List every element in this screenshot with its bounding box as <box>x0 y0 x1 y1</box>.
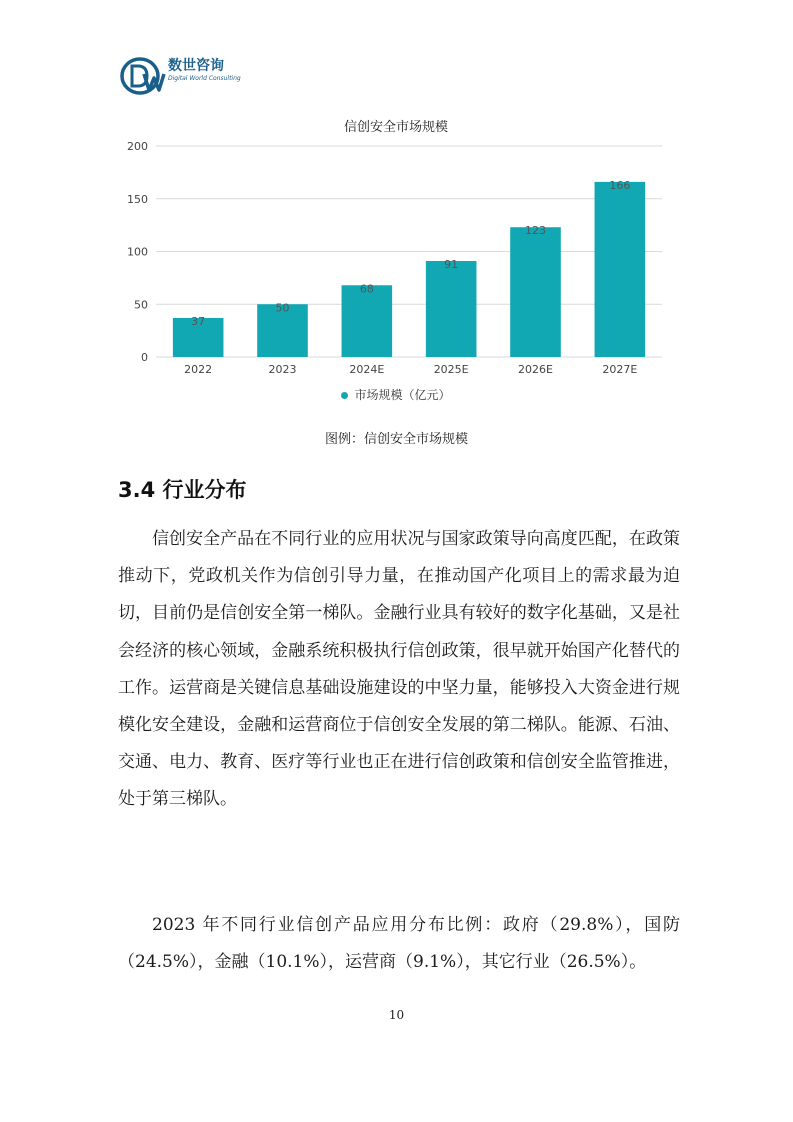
y-tick-label: 0 <box>141 351 148 364</box>
data-label: 91 <box>444 257 459 271</box>
y-tick-label: 150 <box>127 192 148 206</box>
y-tick-label: 100 <box>127 245 148 259</box>
data-label: 37 <box>191 314 206 328</box>
x-tick-label: 2024E <box>349 363 385 376</box>
logo-cn-text: 数世咨询 <box>168 58 224 74</box>
logo-en-text: Digital World Consulting <box>168 75 241 82</box>
data-label: 50 <box>275 301 290 315</box>
legend-marker <box>341 392 348 399</box>
body-paragraph: 信创安全产品在不同行业的应用状况与国家政策导向高度匹配，在政策推动下，党政机关作为信创引导力量，在推动国产化项目上的需求最为迫切，目前仍是信创安全第一梯队。金融行业具有较好的数字化基础，又是社会经济的核心领域，金融系统积极执行信创政策，很早就开始国产化替代的工作。运营商是关键信息基础设施建设的中坚力量，能够投入大资金进行规模化安全建设，金融和运营商位于信创安全发展的第二梯队。能源、石油、交通、电力、教育、医疗等行业也正在进行信创政策和信创安全监管推进，处于第三梯队。 <box>118 529 680 810</box>
chart-svg <box>118 108 674 408</box>
data-label: 123 <box>525 224 546 238</box>
x-tick-label: 2025E <box>433 363 469 376</box>
x-tick-label: 2027E <box>602 363 638 376</box>
market-size-chart <box>118 108 674 408</box>
x-tick-label: 2023 <box>268 363 297 376</box>
x-tick-label: 2026E <box>518 363 553 376</box>
logo-mark-icon <box>118 52 258 102</box>
legend-label: 市场规模（亿元） <box>354 388 451 402</box>
x-tick-label: 2022 <box>184 363 213 376</box>
y-tick-label: 50 <box>134 298 148 312</box>
body-paragraph: 2023 年不同行业信创产品应用分布比例：政府（29.8%），国防（24.5%），金融（10.1%），运营商（9.1%），其它行业（26.5%）。 <box>118 915 680 973</box>
logo <box>118 52 258 102</box>
chart-title: 信创安全市场规模 <box>343 120 448 135</box>
bar <box>595 182 646 357</box>
figure-caption: 图例：信创安全市场规模 <box>324 432 468 447</box>
bar <box>426 261 477 357</box>
bar <box>510 227 561 357</box>
y-tick-label: 200 <box>127 140 148 153</box>
bar <box>342 285 393 357</box>
chart-legend <box>118 386 674 403</box>
data-label: 68 <box>359 282 374 296</box>
section-heading: 3.4 行业分布 <box>118 478 247 502</box>
data-label: 166 <box>609 178 631 192</box>
page-number: 10 <box>388 1008 405 1022</box>
